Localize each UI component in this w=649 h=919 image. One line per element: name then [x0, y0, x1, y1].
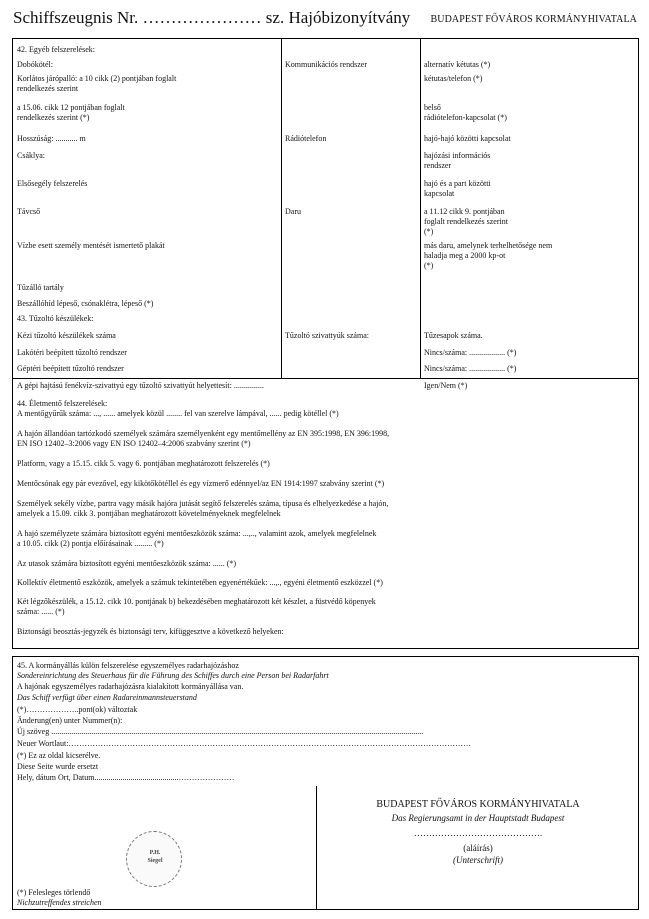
sec45-change-2: Új szöveg ..........................................................................................................................................................................................: [17, 727, 424, 736]
sec45-change-1: Änderung(en) unter Nummer(n):: [17, 716, 123, 725]
sec44-line-3: Platform, vagy a 15.15. cikk 5. vagy 6. pontjában meghatározott felszerelés (*): [17, 459, 270, 468]
sec42-right-5: hajózási információs: [424, 151, 491, 160]
sec42-right-7: hajó és a part közötti: [424, 179, 491, 188]
sec42-title: 42. Egyéb felszerelések:: [17, 45, 95, 54]
sec44-line-0: A mentőgyűrűk száma: ..., ...... amelyek közül ........ fel van szerelve lámpával, ...... pedig kötéllel (*): [17, 409, 339, 418]
section-divider: [12, 378, 639, 379]
sec44-line-13: Biztonsági beosztás-jegyzék és biztonsági terv, kifüggesztve a következő helyeken:: [17, 627, 284, 636]
sec44-line-6: amelyek a 15.09. cikk 3. pontjában meghatározott követelményeknek megfelelnek: [17, 509, 281, 518]
sec43-mid: Tűzoltó szivattyúk száma:: [285, 331, 369, 340]
signature-line: …………………………………….: [413, 828, 543, 838]
sec44-line-7: A hajó személyzete számára biztosított egyéni mentőeszközök száma: ...,.., valamint azok, amelyek megfelelnek: [17, 529, 377, 538]
sec42-left-3: a 15.06. cikk 12 pontjában foglalt: [17, 103, 125, 112]
sec42-left-7: Elsősegély felszerelés: [17, 179, 88, 188]
sec44-line-2: EN ISO 12402–3:2006 vagy EN ISO 12402–4:2006 szabvány szerint (*): [17, 439, 251, 448]
sec42-left-5: Hosszúság: ........... m: [17, 134, 86, 143]
column-divider-1: [281, 38, 282, 378]
signature-label-de: (Unterschrift): [453, 855, 503, 865]
sec45-change-3: Neuer Wortlaut:…………………………………………………………………………………………………………………………………….: [17, 739, 471, 748]
sec45-line2-de: Das Schiff verfügt über einen Radareinmannsteuerstand: [17, 693, 197, 702]
sec43-right-3: Igen/Nem (*): [424, 381, 468, 390]
sec44-line-5: Személyek sekély vízbe, partra vagy másik hajóra jutását segítő felszerelés száma, típusa és elhelyezkedése a hajón,: [17, 499, 389, 508]
sec42-right-14: (*): [424, 261, 434, 270]
sec42-left-6: Csáklya:: [17, 151, 45, 160]
sec44-line-9: Az utasok számára biztosított egyéni mentőeszközök száma: ...... (*): [17, 559, 237, 568]
sign-authority-de: Das Regierungsamt in der Hauptstadt Budapest: [391, 813, 565, 823]
sec45-change-0: (*)………………..pont(ok) változtak: [17, 705, 138, 714]
sec44-line-12: száma: ...... (*): [17, 607, 65, 616]
sec42-mid-2: Daru: [285, 207, 301, 216]
sec42-right-4: hajó-hajó közötti kapcsolat: [424, 134, 511, 143]
sec42-left-10: Tűzálló tartály: [17, 283, 64, 292]
sec44-line-10: Kollektív életmentő eszközök, amelyek a számuk tekintetében egyenértékűek: ...,., egyéni életmentő eszközzel (*): [17, 578, 383, 587]
sec44-line-4: Mentőcsónak egy pár evezővel, egy kikötőkötéllel és egy vízmerő edénnyel/az EN 1914:1997 szabvány szerint (*): [17, 479, 385, 488]
sec42-right-3: rádiótelefon-kapcsolat (*): [424, 113, 507, 122]
sec42-mid-0: Kommunikációs rendszer: [285, 60, 367, 69]
certificate-number-title: Schiffszeugnis Nr. ………………… sz. Hajóbizonyítvány: [13, 8, 411, 27]
sec45-change-5: Diese Seite wurde ersetzt: [17, 762, 99, 771]
sec45-title-de: Sondereinrichtung des Steuerhaus für die Führung des Schiffes durch eine Person bei Radarfahrt: [17, 671, 329, 680]
sec45-change-4: (*) Ez az oldal kicserélve.: [17, 751, 101, 760]
equipment-table: [12, 38, 639, 649]
sec44-line-8: a 10.05. cikk (2) pontja előírásainak ......... (*): [17, 539, 164, 548]
sec43-right-2: Nincs/száma: .................. (*): [424, 364, 517, 373]
sec42-left-2: rendelkezés szerint: [17, 84, 79, 93]
sign-authority: BUDAPEST FŐVÁROS KORMÁNYHIVATALA: [376, 799, 580, 810]
sec42-right-6: rendszer: [424, 161, 452, 170]
column-divider-2: [420, 38, 421, 378]
sec43-right-0: Tűzesapok száma.: [424, 331, 483, 340]
footnote: (*) Felesleges törlendő: [17, 888, 91, 897]
sec43-right-1: Nincs/száma: .................. (*): [424, 348, 517, 357]
seal-label-siegel: Siegel: [147, 858, 163, 864]
sec42-right-13: haladja meg a 2000 kp-ot: [424, 251, 506, 260]
sec42-right-11: (*): [424, 227, 434, 236]
sec42-right-10: foglalt rendelkezés szerint: [424, 217, 508, 226]
sec45-change-6: Hely, dátum Ort, Datum..........................................…………………: [17, 773, 235, 782]
sec43-left-1: Lakótéri beépített tűzoltó rendszer: [17, 348, 127, 357]
footnote-de: Nichzutreffendes streichen: [17, 898, 102, 907]
sec42-right-9: a 11.12 cikk 9. pontjában: [424, 207, 505, 216]
sec42-left-11: Beszállóhíd lépeső, csónaklétra, lépeső (*): [17, 299, 154, 308]
sec42-right-1: kétutas/telefon (*): [424, 74, 483, 83]
sec43-bilge-pump: A gépi hajtású fenékvíz-szivattyú egy tűzoltó szivattyút helyettesít: ...............: [17, 381, 264, 390]
sec42-left-8: Távcső: [17, 207, 41, 216]
page-header: [13, 6, 637, 32]
sec42-left-0: Dobókötél:: [17, 60, 53, 69]
sec42-left-9: Vízbe esett személy mentését ismertető plakát: [17, 241, 165, 250]
sec44-line-11: Két légzőkészülék, a 15.12. cikk 10. pontjának b) bekezdésében meghatározott két készlet, a füstvédő köpenyek: [17, 597, 376, 606]
sec43-left-2: Géptéri beépített tűzoltó rendszer: [17, 364, 124, 373]
sec44-line-1: A hajón állandóan tartózkodó személyek számára személyenként egy mentőmellény az EN 395:1998, EN 396:1998,: [17, 429, 390, 438]
sec45-line2: A hajónak egyszemélyes radarhajózásra kialakított kormányállása van.: [17, 682, 244, 691]
seal-label-ph: P.H.: [149, 850, 161, 856]
sec42-left-1: Korlátos járópalló: a 10 cikk (2) pontjában foglalt: [17, 74, 177, 83]
sec44-title: 44. Életmentő felszerelések:: [17, 399, 108, 408]
sec42-mid-1: Rádiótelefon: [285, 134, 327, 143]
sec42-right-0: alternatív kétutas (*): [424, 60, 491, 69]
sec42-right-12: más daru, amelynek terhelhetősége nem: [424, 241, 553, 250]
official-seal-stamp: [126, 831, 182, 887]
sec43-title: 43. Tűzoltó készülékek:: [17, 314, 94, 323]
sec42-right-8: kapcsolat: [424, 189, 455, 198]
issuing-authority: BUDAPEST FŐVÁROS KORMÁNYHIVATALA: [430, 14, 637, 25]
signature-label: (aláírás): [463, 843, 493, 853]
sec42-left-4: rendelkezés szerint (*): [17, 113, 90, 122]
sec45-title: 45. A kormányállás külön felszerelése egyszemélyes radarhajózáshoz: [17, 661, 239, 670]
sec43-left-0: Kézi tűzoltó készülékek száma: [17, 331, 116, 340]
sec42-right-2: belső: [424, 103, 441, 112]
